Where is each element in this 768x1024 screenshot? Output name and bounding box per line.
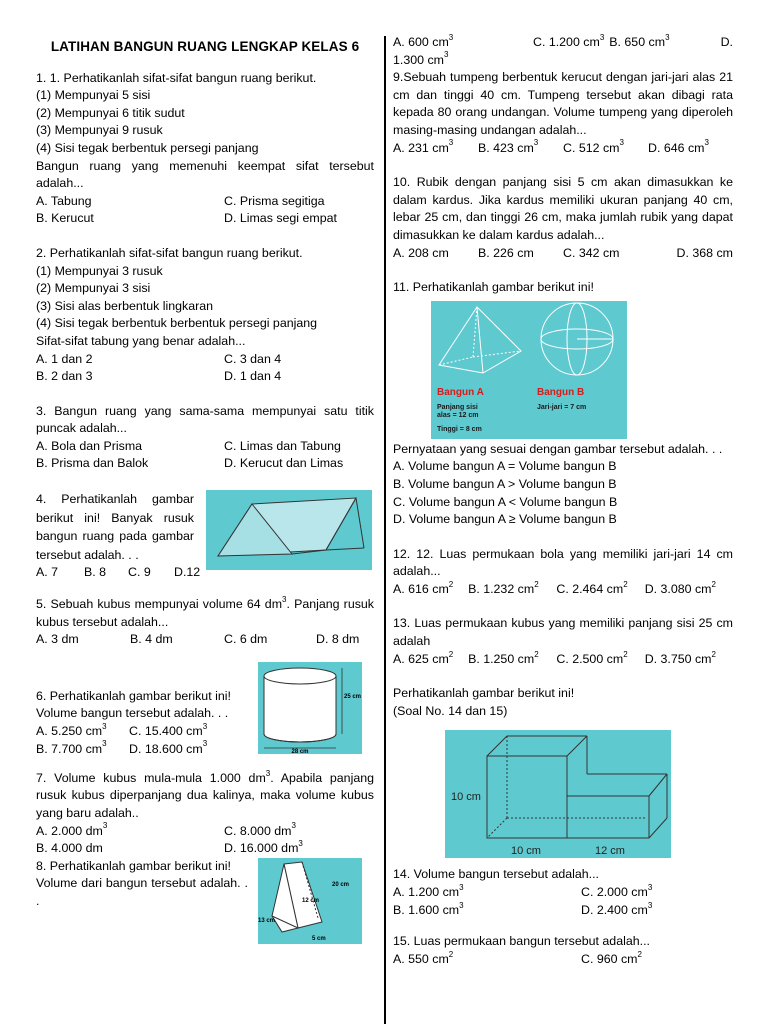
q2-line: (4) Sisi tegak berbentuk berbentuk persegi panjang	[36, 316, 318, 331]
superscript: 3	[533, 138, 539, 148]
option-text: C. 960 cm	[581, 951, 638, 966]
superscript: 2	[534, 579, 539, 589]
question-10	[393, 174, 733, 262]
prism-12-label: 12 cm	[302, 897, 320, 904]
superscript: 3	[202, 739, 208, 749]
option-text: A. 550 cm	[393, 951, 449, 966]
option	[393, 34, 533, 52]
q9-stem: 9.Sebuah tumpeng berbentuk kerucut dengan jari-jari alas 21 cm dan tinggi 40 cm. Tumpeng tersebut akan dibagi rata kepada 80 orang undangan. Volume tumpeng yang diperoleh masing-masing undangan adalah...	[393, 70, 733, 137]
q7-stem-b: . Apabila panjang rusuk kubus diperpanjang dua kalinya, maka volume kubus yang baru adalah..	[36, 770, 375, 820]
question-5	[36, 596, 374, 649]
option	[609, 34, 681, 52]
q11-stem: Pernyataan yang sesuai dengan gambar tersebut adalah. . .	[393, 441, 723, 456]
right-column	[393, 34, 733, 985]
option-text: C. 1.200 cm	[533, 35, 600, 49]
q3-options	[36, 438, 374, 456]
superscript: 3	[647, 882, 653, 892]
q1-line: (1) Mempunyai 5 sisi	[36, 88, 151, 103]
q11-intro: 11. Perhatikanlah gambar berikut ini!	[393, 280, 594, 295]
option: A. Tabung	[36, 193, 92, 208]
superscript: 3	[102, 721, 107, 731]
question-3	[36, 403, 374, 473]
superscript: 2	[637, 949, 642, 959]
superscript: 3	[448, 138, 454, 148]
option: B. 4.000 dm	[36, 841, 103, 856]
option	[581, 902, 731, 920]
q9-options	[393, 140, 733, 158]
option: A. Volume bangun A = Volume bangun B	[393, 459, 617, 474]
column-divider	[384, 36, 386, 1024]
q8-stem	[36, 858, 248, 911]
superscript: 3	[282, 594, 287, 604]
option: D. Kerucut dan Limas	[224, 456, 344, 471]
superscript: 3	[265, 768, 271, 778]
cylinder-diameter-label: 28 cm	[291, 748, 309, 754]
option-text: C. 2.000 cm	[581, 885, 648, 900]
question-1	[36, 70, 374, 228]
option: D. 1 dan 4	[224, 369, 282, 384]
option-text: A. 1.200 cm	[393, 885, 460, 900]
option: B. 226 cm	[478, 245, 534, 260]
cylinder-figure	[258, 662, 362, 754]
option-text: A. 231 cm	[393, 140, 449, 155]
q7-stem-a: 7. Volume kubus mula-mula 1.000 dm	[36, 770, 266, 785]
option: A. 208 cm	[393, 245, 449, 260]
option: D. 368 cm	[676, 245, 733, 260]
option-text: B. 1.232 cm	[468, 581, 535, 596]
option	[224, 823, 374, 841]
option	[36, 741, 129, 759]
question-9	[393, 69, 733, 157]
page-title: LATIHAN BANGUN RUANG LENGKAP KELAS 6	[50, 39, 360, 54]
prism-5-label: 5 cm	[312, 935, 326, 942]
bangun-a-base: alas = 12 cm	[437, 411, 479, 419]
q10-options	[393, 245, 733, 263]
option	[129, 723, 207, 741]
superscript: 3	[443, 50, 449, 60]
superscript: 2	[623, 579, 628, 589]
fig14-line: Perhatikanlah gambar berikut ini!	[393, 686, 575, 701]
option: C. Prisma segitiga	[224, 193, 325, 208]
option: A. Bola dan Prisma	[36, 438, 143, 453]
q14-options	[393, 902, 733, 920]
q1-line: (4) Sisi tegak berbentuk persegi panjang	[36, 140, 259, 155]
question-2	[36, 245, 374, 386]
superscript: 3	[704, 138, 709, 148]
option-text: B. 7.700 cm	[36, 741, 103, 756]
q1-options	[36, 193, 374, 211]
question-4	[36, 490, 374, 582]
q1-line: (2) Mempunyai 6 titik sudut	[36, 105, 185, 120]
q14-stem: 14. Volume bangun tersebut adalah...	[393, 867, 599, 882]
superscript: 3	[102, 739, 107, 749]
q2-line: (1) Mempunyai 3 rusuk	[36, 263, 163, 278]
q7-stem	[36, 770, 374, 823]
option: A. 7	[36, 565, 59, 580]
option	[129, 741, 207, 759]
q10-stem: 10. Rubik dengan panjang sisi 5 cm akan dimasukkan ke dalam kardus. Jika kardus memiliki ukuran panjang 40 cm, lebar 25 cm, dan tinggi 26 cm, maka jumlah rubik yang dapat dimasukkan ke dalam kardus adalah...	[393, 175, 733, 242]
option: C. Limas dan Tabung	[224, 438, 341, 453]
option	[393, 902, 581, 920]
option-text: A. 5.250 cm	[36, 724, 103, 738]
q8-options-row	[393, 34, 733, 52]
superscript: 3	[647, 900, 653, 910]
option-text: A. 2.000 dm	[36, 823, 103, 838]
option	[556, 651, 644, 669]
superscript: 3	[298, 839, 303, 849]
prism-height-label: 20 cm	[332, 881, 350, 888]
q14-options	[393, 884, 733, 902]
option-text: A. 625 cm	[393, 651, 449, 666]
option: D.	[720, 35, 733, 49]
prism-13-label: 13 cm	[258, 917, 276, 924]
option: B. Kerucut	[36, 211, 94, 226]
superscript: 2	[448, 579, 454, 589]
prism-figure	[258, 858, 362, 944]
q2-line: (2) Mempunyai 3 sisi	[36, 281, 151, 296]
q7-options	[36, 823, 374, 841]
option	[468, 651, 556, 669]
superscript: 2	[534, 649, 539, 659]
option-text: D. 646 cm	[648, 140, 705, 155]
q6-line: Volume bangun tersebut adalah. . .	[36, 706, 229, 721]
composite-width-label: 10 cm	[511, 845, 541, 858]
option-text: B. 650 cm	[609, 35, 666, 49]
option	[556, 581, 644, 599]
option-text: C. 512 cm	[563, 140, 620, 155]
option-text: A. 616 cm	[393, 581, 449, 596]
q7-options	[36, 840, 374, 858]
superscript: 3	[459, 900, 464, 910]
superscript: 3	[102, 821, 108, 831]
q5-stem	[36, 596, 374, 631]
question-6	[36, 662, 374, 754]
option	[393, 884, 581, 902]
option-text: A. 600 cm	[393, 35, 449, 49]
q8-line: 8. Perhatikanlah gambar berikut ini!	[36, 858, 231, 873]
q1-line: 1. 1. Perhatikanlah sifat-sifat bangun ruang berikut.	[36, 70, 317, 85]
option	[393, 581, 468, 599]
question-8	[36, 858, 374, 948]
bangun-a-label: Bangun A	[437, 386, 484, 398]
option: D. Limas segi empat	[224, 211, 337, 226]
question-11	[393, 279, 733, 529]
option: C. Volume bangun A < Volume bangun B	[393, 494, 618, 509]
q5-stem-b: . Panjang rusuk kubus tersebut adalah...	[36, 597, 374, 629]
option	[581, 884, 731, 902]
option: C. 6 dm	[224, 632, 268, 647]
cylinder-height-label: 25 cm	[344, 693, 362, 700]
option	[36, 723, 129, 741]
superscript: 3	[665, 32, 670, 42]
q2-options	[36, 368, 374, 386]
bangun-a-side: Panjang sisi	[437, 403, 478, 411]
q4-stem: 4. Perhatikanlah gambar berikut ini! Banyak rusuk bangun ruang pada gambar tersebut adalah. . .	[36, 492, 194, 562]
q13-options	[393, 651, 733, 669]
option-text: C. 8.000 dm	[224, 823, 292, 838]
option-text: B. 1.250 cm	[468, 651, 535, 666]
option	[36, 823, 224, 841]
option-text: C. 15.400 cm	[129, 724, 203, 738]
option	[393, 52, 733, 70]
q12-options	[393, 581, 733, 599]
option: B. Volume bangun A > Volume bangun B	[393, 476, 617, 491]
option: B. 2 dan 3	[36, 369, 93, 384]
option	[645, 651, 733, 669]
option-text: B. 1.600 cm	[393, 902, 460, 917]
option: C. 3 dan 4	[224, 351, 282, 366]
option	[468, 581, 556, 599]
option	[645, 581, 733, 599]
option: A. 1 dan 2	[36, 351, 93, 366]
option: D.12	[174, 565, 201, 580]
option	[393, 951, 581, 969]
q3-stem: 3. Bangun ruang yang sama-sama mempunyai satu titik puncak adalah...	[36, 403, 374, 436]
superscript: 3	[619, 138, 624, 148]
option-text: C. 2.500 cm	[556, 651, 624, 666]
option-text: D. 3.080 cm	[644, 581, 712, 596]
option: B. 8	[84, 565, 107, 580]
option: C. 9	[128, 565, 151, 580]
option	[393, 140, 478, 158]
left-column	[36, 0, 374, 965]
q2-options	[36, 351, 374, 369]
composite-figure	[445, 730, 671, 858]
question-7	[36, 770, 374, 858]
bangun-a-height: Tinggi = 8 cm	[437, 425, 482, 433]
option-text: D. 3.750 cm	[644, 651, 712, 666]
superscript: 3	[448, 32, 454, 42]
option	[224, 840, 374, 858]
question-13	[393, 615, 733, 668]
superscript: 3	[459, 882, 464, 892]
option: A. 3 dm	[36, 632, 79, 647]
option: D. 8 dm	[316, 632, 360, 647]
superscript: 3	[599, 32, 605, 42]
option-text: B. 423 cm	[478, 140, 534, 155]
composite-length-label: 12 cm	[595, 845, 625, 858]
pyramid-sphere-figure	[431, 301, 627, 439]
superscript: 2	[623, 649, 628, 659]
option	[648, 140, 733, 158]
triangular-prism-figure	[206, 490, 372, 570]
option-text: D. 2.400 cm	[581, 902, 648, 917]
q2-line: (3) Sisi alas berbentuk lingkaran	[36, 298, 214, 313]
q6-line: 6. Perhatikanlah gambar berikut ini!	[36, 688, 231, 703]
question-14	[393, 866, 733, 919]
option	[478, 140, 563, 158]
question-15	[393, 933, 733, 968]
option	[563, 140, 648, 158]
option-text: D. 18.600 cm	[129, 741, 203, 756]
option-text: C. 2.464 cm	[556, 581, 624, 596]
composite-height-label: 10 cm	[451, 791, 481, 804]
q1-stem: Bangun ruang yang memenuhi keempat sifat tersebut adalah...	[36, 158, 374, 191]
option-text: D. 16.000 dm	[224, 841, 299, 856]
option: D. Volume bangun A ≥ Volume bangun B	[393, 512, 617, 527]
q2-line: Sifat-sifat tabung yang benar adalah...	[36, 333, 246, 348]
option	[393, 651, 468, 669]
superscript: 3	[202, 721, 208, 731]
q2-line: 2. Perhatikanlah sifat-sifat bangun ruang berikut.	[36, 245, 303, 260]
q15-stem: 15. Luas permukaan bangun tersebut adalah...	[393, 934, 650, 949]
q1-options	[36, 210, 374, 228]
question-12	[393, 546, 733, 599]
q12-stem: 12. 12. Luas permukaan bola yang memiliki jari-jari 14 cm adalah...	[393, 546, 733, 579]
q8-line: Volume dari bangun tersebut adalah. . .	[36, 876, 248, 908]
figure-14-15	[393, 685, 733, 858]
option: C. 342 cm	[563, 245, 620, 260]
option	[533, 34, 604, 52]
superscript: 2	[711, 649, 716, 659]
bangun-b-radius: Jari-jari = 7 cm	[537, 403, 587, 411]
superscript: 2	[448, 649, 454, 659]
q3-options	[36, 455, 374, 473]
superscript: 2	[711, 579, 716, 589]
bangun-b-label: Bangun B	[537, 386, 585, 398]
q1-line: (3) Mempunyai 9 rusuk	[36, 123, 163, 138]
option: B. 4 dm	[130, 632, 173, 647]
q15-options	[393, 951, 733, 969]
q5-stem-a: 5. Sebuah kubus mempunyai volume 64 dm	[36, 597, 283, 612]
q5-options	[36, 631, 374, 649]
superscript: 3	[291, 821, 296, 831]
option	[581, 951, 731, 969]
option: B. Prisma dan Balok	[36, 456, 149, 471]
q8-options	[393, 34, 733, 69]
superscript: 2	[448, 949, 454, 959]
q13-stem: 13. Luas permukaan kubus yang memiliki panjang sisi 25 cm adalah	[393, 616, 733, 649]
fig14-line: (Soal No. 14 dan 15)	[393, 703, 508, 718]
option-text: 1.300 cm	[393, 52, 444, 67]
